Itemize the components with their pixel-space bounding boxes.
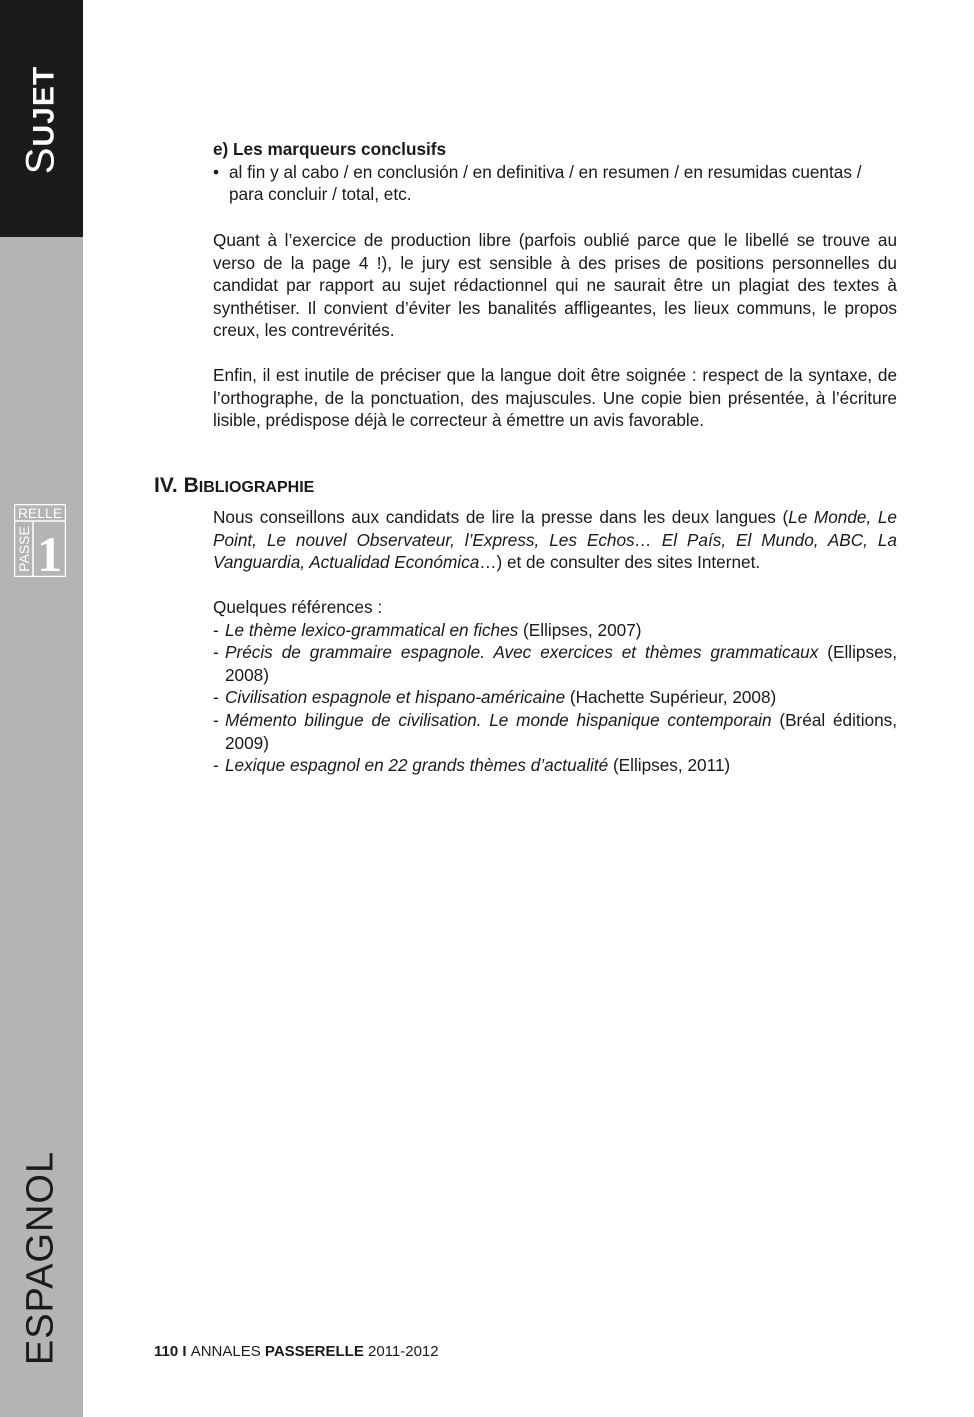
paragraph-production: Quant à l’exercice de production libre (parfois oublié parce que le libellé se trouve au verso de la page 4 !), le jury est sensible à des prises de positions personnelles du candidat par rapport au sujet rédactionnel qui ne saurait être un plagiat des textes à synthétiser. Il convient d’éviter les banalités affligeantes, les lieux communs, le propos creux, les contrevérités. xyxy=(213,230,897,341)
badge-word-top: RELLE xyxy=(17,505,63,521)
reference-info: (Ellipses, 2007) xyxy=(518,619,642,640)
conclusifs-section xyxy=(213,138,897,206)
reference-info: (Ellipses, 2008) xyxy=(225,642,898,685)
subject-label: ESPAGNOL xyxy=(19,1150,62,1366)
sidebar xyxy=(0,0,83,1417)
section-heading: IV. BIBLIOGRAPHIE xyxy=(154,474,315,497)
badge-word-side: PASSE xyxy=(16,526,32,572)
list-item: - Lexique espagnol en 22 grands thèmes d’actualité (Ellipses, 2011) xyxy=(213,755,731,776)
list-item: - Mémento bilingue de civilisation. Le monde hispanique contemporain (Bréal éditions, 2009) xyxy=(213,709,897,753)
sidebar-section-block xyxy=(0,0,83,237)
reference-info: (Hachette Supérieur, 2008) xyxy=(565,687,777,708)
references-heading: Quelques références : xyxy=(213,597,383,617)
list-item xyxy=(213,161,897,206)
reference-info: (Bréal éditions, 2009) xyxy=(225,709,897,753)
press-titles: Le Monde, Le Point, Le nouvel Observateur, l’Express, Les Echos… El País, El Mundo, ABC, La Vanguardia, Actualidad Económica xyxy=(213,507,897,573)
page-number: 110 xyxy=(154,1343,179,1360)
reference-title: Précis de grammaire espagnole. Avec exercices et thèmes grammaticaux xyxy=(225,642,819,663)
page-footer: 110 I ANNALES PASSERELLE 2011-2012 xyxy=(154,1343,439,1360)
passerelle-logo xyxy=(14,504,66,577)
reference-title: Le thème lexico-grammatical en fiches xyxy=(225,619,519,640)
conclusifs-heading: e) Les marqueurs conclusifs xyxy=(213,139,447,159)
list-item: - Civilisation espagnole et hispano-américaine (Hachette Supérieur, 2008) xyxy=(213,687,777,708)
conclusifs-item: al fin y al cabo / en conclusión / en definitiva / en resumen / en resumidas cuentas / para concluir / total, etc. xyxy=(229,161,862,205)
list-item: - Précis de grammaire espagnole. Avec exercices et thèmes grammaticaux (Ellipses, 2008) xyxy=(213,642,898,685)
reference-title: Mémento bilingue de civilisation. Le monde hispanique contemporain xyxy=(225,709,772,730)
references-list xyxy=(213,596,897,777)
reference-title: Civilisation espagnole et hispano-américaine xyxy=(225,687,566,708)
reference-info: (Ellipses, 2011) xyxy=(608,755,731,776)
bullet: • xyxy=(213,161,220,182)
paragraph-langue: Enfin, il est inutile de préciser que la langue doit être soignée : respect de la syntaxe, de l’orthographe, de la ponctuation, des majuscules. Une copie bien présentée, à l’écriture lisible, prédispose déjà le correcteur à émettre un avis favorable. xyxy=(213,365,897,431)
badge-number: 1 xyxy=(37,526,62,577)
reference-title: Lexique espagnol en 22 grands thèmes d’actualité xyxy=(225,755,609,776)
bibliographie-intro: Nous conseillons aux candidats de lire la presse dans les deux langues (Le Monde, Le Point, Le nouvel Observateur, l’Express, Les Echos… El País, El Mundo, ABC, La Vanguardia, Actualidad Económica…) et de consulter des sites Internet. xyxy=(213,507,897,573)
section-label: SUJET xyxy=(18,65,63,175)
list-item: - Le thème lexico-grammatical en fiches (Ellipses, 2007) xyxy=(213,619,642,640)
